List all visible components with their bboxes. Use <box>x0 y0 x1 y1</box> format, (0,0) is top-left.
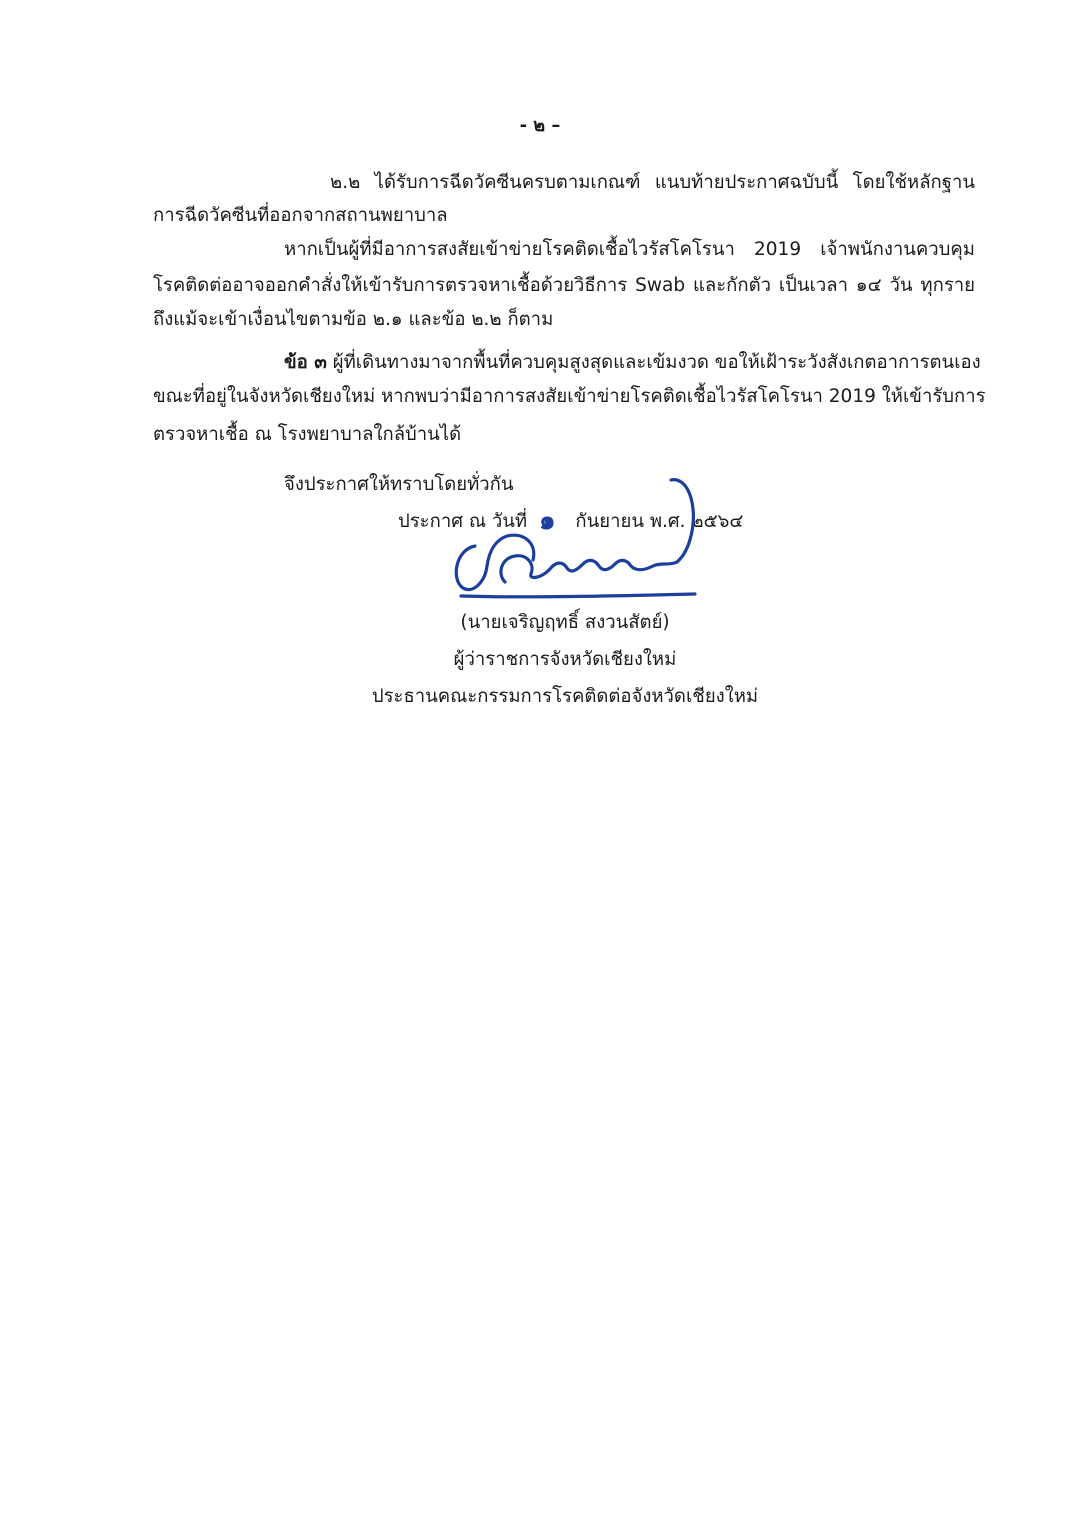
date-month-year: กันยายน พ.ศ. ๒๕๖๔ <box>575 511 744 532</box>
clause-3-line-2: ขณะที่อยู่ในจังหวัดเชียงใหม่ หากพบว่ามีอาการสงสัยเข้าข่ายโรคติดเชื้อไวรัสโคโรนา 2019 ให้เข้ารับการ <box>153 386 986 407</box>
clause-3-line-1 <box>284 350 981 376</box>
announcement-text: จึงประกาศให้ทราบโดยทั่วกัน <box>284 474 514 495</box>
signature-scribble <box>445 470 705 610</box>
date-day: ๑ <box>539 506 556 536</box>
date-prefix: ประกาศ ณ วันที่ <box>398 511 528 532</box>
suspect-paragraph-line-1: หากเป็นผู้ที่มีอาการสงสัยเข้าข่ายโรคติดเชื้อไวรัสโคโรนา 2019 เจ้าพนักงานควบคุม <box>284 239 975 260</box>
suspect-paragraph-line-2: โรคติดต่ออาจออกคำสั่งให้เข้ารับการตรวจหาเชื้อด้วยวิธีการ Swab และกักตัว เป็นเวลา ๑๔ วัน ทุกราย <box>153 275 975 296</box>
signatory-name: (นายเจริญฤทธิ์ สงวนสัตย์) <box>460 612 670 633</box>
clause-3-text: ผู้ที่เดินทางมาจากพื้นที่ควบคุมสูงสุดและเข้มงวด ขอให้เฝ้าระวังสังเกตอาการตนเอง <box>326 352 981 373</box>
section-2-2-line-1: ๒.๒ ได้รับการฉีดวัคซีนครบตามเกณฑ์ แนบท้ายประกาศฉบับนี้ โดยใช้หลักฐาน <box>330 172 975 193</box>
clause-3-line-3: ตรวจหาเชื้อ ณ โรงพยาบาลใกล้บ้านได้ <box>153 424 462 445</box>
page-number: - ๒ – <box>519 115 561 136</box>
clause-3-label: ข้อ ๓ <box>284 352 327 373</box>
signatory-title-governor: ผู้ว่าราชการจังหวัดเชียงใหม่ <box>453 649 677 670</box>
suspect-paragraph-line-3: ถึงแม้จะเข้าเงื่อนไขตามข้อ ๒.๑ และข้อ ๒.๒ ก็ตาม <box>153 309 554 330</box>
signatory-title-committee: ประธานคณะกรรมการโรคติดต่อจังหวัดเชียงใหม่ <box>371 686 759 707</box>
section-2-2-line-2: การฉีดวัคซีนที่ออกจากสถานพยาบาล <box>153 205 448 226</box>
